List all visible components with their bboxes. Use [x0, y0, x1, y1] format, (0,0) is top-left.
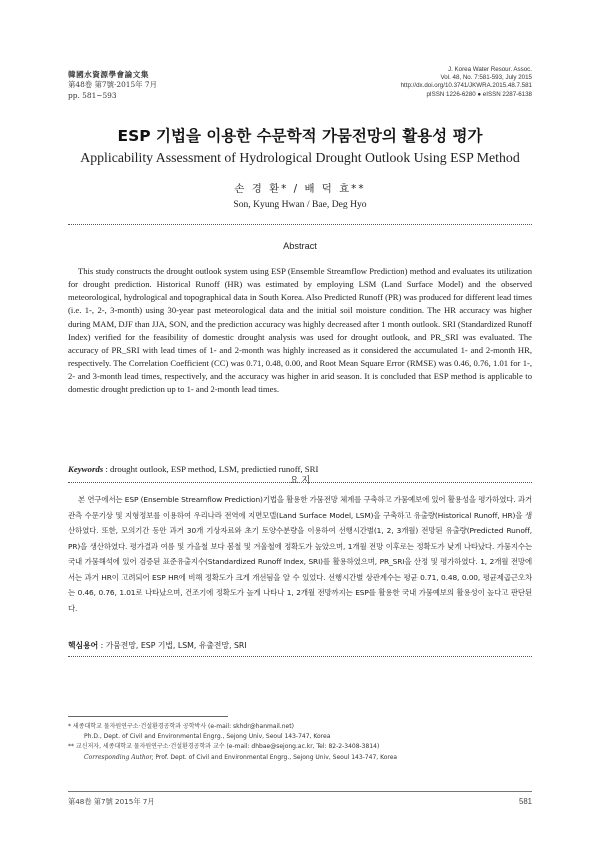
journal-volume-ko: 第48卷 第7號·2015年 7月	[68, 80, 158, 90]
journal-title-ko: 韓國水資源學會論文集	[68, 70, 149, 79]
authors-en: Son, Kyung Hwan / Bae, Deg Hyo	[233, 199, 367, 210]
issn: pISSN 1226-6280 ● eISSN 2287-6138	[426, 90, 532, 98]
authors-ko: 손 경 환* / 배 덕 효**	[234, 183, 366, 195]
page-number: 581	[518, 797, 532, 806]
paper-title-ko: ESP 기법을 이용한 수문학적 가뭄전망의 활용성 평가	[117, 127, 483, 145]
keywords-text: : drought outlook, ESP method, LSM, predictied runoff, SRI	[105, 464, 319, 474]
abstract-body: This study constructs the drought outlook system using ESP (Ensemble Streamflow Prediction) method and evaluates its utilization for drought prediction. Historical Runoff (HR) was estimated by employing LSM (Land Surface Model) and the observed meteorological, hydrological and topographical data in South Korea. Also Predicted Runoff (PR) was produced for different lead times (i.e. 1-, 2-, 3-month) using 30-year past meteorological data and the initial soil moisture condition. The HR accuracy was higher during MAM, DJF than JJA, SON, and the prediction accuracy was highly decreased after 1 month outlook. SRI (Standardized Runoff Index) verified for the feasibility of domestic drought analysis was used for drought outlook, and PR_SRI was evaluated. The accuracy of PR_SRI with lead times of 1- and 2-month was highly increased as it considered the accumulated 1- and 2-month HR, respectively. The Correlation Coefficient (CC) was 0.71, 0.48, 0.00, and Root Mean Square Error (RMSE) was 0.46, 0.76, 1.01 for 1-, 2- and 3-month lead times, respectively, and the accuracy was higher in arid season. It is concluded that ESP method is applicable to domestic drought prediction up to 1- and 2-month lead times.	[68, 266, 532, 395]
footer-issue: 第48卷 第7號 2015年 7月	[68, 797, 155, 806]
doi-link[interactable]: http://dx.doi.org/10.3741/JKWRA.2015.48.7.581	[400, 82, 532, 90]
keywords-label: Keywords	[68, 464, 104, 474]
journal-pages: pp. 581~593	[68, 90, 117, 100]
divider-top	[68, 224, 532, 225]
summary-body-ko: 본 연구에서는 ESP (Ensemble Streamflow Prediction)기법을 활용한 가뭄전망 체계를 구축하고 가뭄예보에 있어 활용성을 평가하였다. 과거 관측 수문기상 및 지형정보를 이용하여 우리나라 전역에 지면모델(Land Surface Model, LSM)을 구축하고 유출량(Historical Runoff, HR)을 생산하였다. 또한, 모의기간 동안 과거 30개 기상자료와 초기 토양수분량을 이용하여 선행시간별(1, 2, 3개월) 전망된 유출량(Predicted Runoff, PR)을 생산하였다. 평가결과 여름 및 가을철 보다 봄철 및 겨울철에 정확도가 높았으며, 1개월 전망 이후로는 정확도가 낮게 나타났다. 가뭄지수는 국내 가뭄해석에 있어 검증된 표준유출지수(Standardized Runoff Index, SRI)를 활용하였으며, PR_SRI을 산정 및 평가하였다. 1, 2개월 전망에서는 과거 HR이 고려되어 ESP HR에 비해 정확도가 크게 개선됨을 알 수 있었다. 선행시간별 상관계수는 평균 0.71, 0.48, 0.00, 평균제곱근오차는 0.46, 0.76, 1.01로 나타났으며, 건조기에 정확도가 높게 나타나 1, 2개월 전망까지는 ESP를 활용한 국내 가뭄예보의 활용성이 높다고 판단된다.	[68, 495, 532, 613]
abstract-heading: Abstract	[283, 241, 317, 251]
journal-header-right	[401, 66, 532, 99]
corresponding-author-label: Corresponding Author,	[84, 753, 154, 761]
footnote-2-en	[68, 753, 532, 763]
footnote-1-ko: * 세종대학교 물자원연구소·건설환경공학과 공학박사 (e-mail: skhdr@hanmail.net)	[68, 723, 294, 730]
footnote-2-ko: ** 교신저자, 세종대학교 물자원연구소·건설환경공학과 교수 (e-mail: dhbae@sejong.ac.kr, Tel: 82-2-3408-3814)	[68, 743, 380, 751]
footer-rule	[68, 791, 532, 792]
journal-volume-en: Vol. 48, No. 7:581-593, July 2015	[440, 74, 532, 82]
footnote-2-affiliation: Prof. Dept. of Civil and Environmental Engrg., Sejong Univ, Seoul 143-747, Korea	[153, 753, 398, 761]
keywords-ko-label: 핵심용어	[68, 641, 99, 650]
footnotes	[68, 722, 532, 763]
journal-header-left	[68, 70, 157, 101]
footnote-rule	[68, 716, 228, 717]
paper-title-en: Applicability Assessment of Hydrological Drought Outlook Using ESP Method	[80, 150, 520, 165]
keywords-ko-text: : 가뭄전망, ESP 기법, LSM, 유출전망, SRI	[100, 641, 247, 650]
journal-title-en: J. Korea Water Resour. Assoc.	[447, 66, 532, 73]
summary-heading-ko: 요 지	[289, 476, 311, 486]
keywords-ko	[68, 640, 532, 651]
footnote-1-en: Ph.D., Dept. of Civil and Environmental Engrg., Sejong Univ, Seoul 143-747, Korea	[84, 733, 331, 741]
divider-bottom	[68, 656, 532, 657]
